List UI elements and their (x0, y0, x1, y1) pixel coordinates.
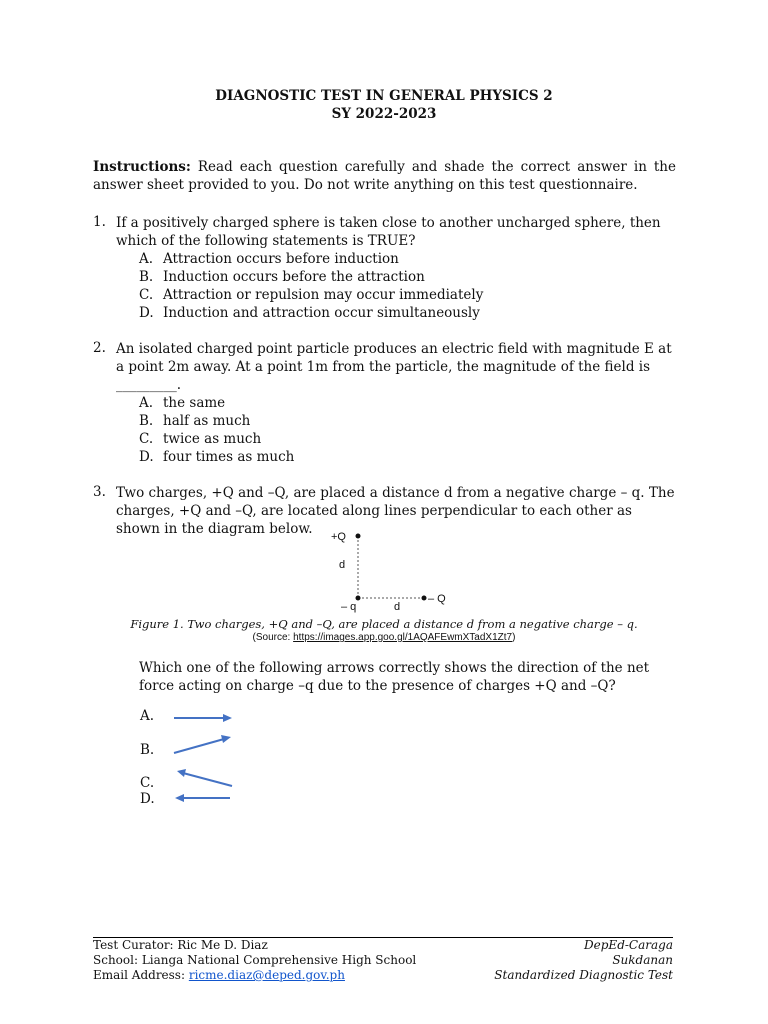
test-type-label: Standardized Diagnostic Test (494, 968, 673, 982)
question-1-option-c (139, 286, 483, 304)
charges-diagram (320, 524, 470, 616)
question-3-follow-up: Which one of the following arrows correctly shows the direction of the net force acting on charge –q due to the presence of charges +Q and –Q? (139, 660, 650, 694)
instructions-text: Read each question carefully and shade the correct answer in the answer sheet provided to you. Do not write anything on this test questionnaire. (93, 159, 676, 193)
option-letter: B. (139, 269, 154, 285)
footer-left (93, 938, 416, 983)
source-suffix: ) (512, 632, 516, 643)
option-text: Induction occurs before the attraction (163, 269, 425, 285)
question-1-option-d (139, 304, 480, 322)
minus-small-q-label: – q (341, 601, 357, 613)
school-name: School: Lianga National Comprehensive High School (93, 953, 417, 967)
option-letter: D. (139, 449, 154, 465)
question-2-number: 2. (93, 340, 106, 356)
arrow-option-c-label: C. (140, 775, 155, 791)
option-text: half as much (163, 413, 251, 429)
arrow-option-a-arrow-icon (174, 711, 234, 725)
test-title: DIAGNOSTIC TEST IN GENERAL PHYSICS 2 (215, 88, 553, 104)
minus-q-label: – Q (428, 593, 446, 605)
option-text: Induction and attraction occur simultaneously (163, 305, 480, 321)
question-1-option-b (139, 268, 425, 286)
plus-q-charge-dot (356, 534, 361, 539)
arrow-option-c-arrow-icon (176, 768, 236, 790)
question-3-text: Two charges, +Q and –Q, are placed a distance d from a negative charge – q. The charges, +Q and –Q, are located along lines perpendicular to each other as shown in the diagram below. (116, 485, 675, 537)
source-link[interactable]: https://images.app.goo.gl/1AQAFEwmXTadX1Zt7 (293, 632, 513, 643)
option-letter: C. (139, 287, 154, 303)
figure-caption: Figure 1. Two charges, +Q and –Q, are placed a distance d from a negative charge – q. (130, 617, 638, 631)
option-text: Attraction occurs before induction (163, 251, 399, 267)
email-label: Email Address: (93, 968, 189, 982)
question-2-option-b (139, 412, 250, 430)
question-2-option-d (139, 448, 294, 466)
email-line (93, 968, 416, 983)
arrow-option-b-label: B. (140, 742, 155, 758)
option-letter: A. (139, 395, 154, 411)
plus-q-label: +Q (331, 531, 346, 543)
option-letter: B. (139, 413, 154, 429)
option-text: four times as much (163, 449, 295, 465)
place-label: Sukdanan (612, 953, 673, 967)
arrow-option-d-arrow-icon (174, 791, 234, 805)
footer-right (494, 938, 673, 983)
question-2-option-a (139, 394, 225, 412)
source-prefix: (Source: (252, 632, 294, 643)
arrow-option-a-label: A. (140, 708, 155, 724)
minus-q-charge-dot (422, 596, 427, 601)
question-1-number: 1. (93, 214, 106, 230)
question-2-option-c (139, 430, 261, 448)
arrow-option-d-label: D. (140, 791, 155, 807)
question-1-text: If a positively charged sphere is taken close to another uncharged sphere, then which of the following statements is TRUE? (116, 215, 661, 249)
option-text: Attraction or repulsion may occur immediately (163, 287, 484, 303)
question-2-text: An isolated charged point particle produces an electric field with magnitude E at a point 2m away. At a point 1m from the particle, the magnitude of the field is _________. (116, 341, 672, 393)
email-link[interactable]: ricme.diaz@deped.gov.ph (188, 968, 345, 982)
option-letter: A. (139, 251, 154, 267)
instructions-label: Instructions: (93, 159, 191, 175)
d-vertical-label: d (339, 559, 346, 571)
option-text: the same (163, 395, 226, 411)
test-curator: Test Curator: Ric Me D. Diaz (93, 938, 268, 952)
option-letter: C. (139, 431, 154, 447)
school-year: SY 2022-2023 (331, 106, 437, 122)
minus-small-q-charge-dot (356, 596, 361, 601)
arrow-option-b-arrow-icon (174, 734, 234, 756)
d-horizontal-label: d (394, 601, 401, 613)
region-label: DepEd-Caraga (584, 938, 673, 952)
question-1-option-a (139, 250, 399, 268)
question-3-number: 3. (93, 484, 106, 500)
option-letter: D. (139, 305, 154, 321)
option-text: twice as much (163, 431, 262, 447)
instructions (93, 158, 676, 194)
figure-source (0, 632, 768, 643)
